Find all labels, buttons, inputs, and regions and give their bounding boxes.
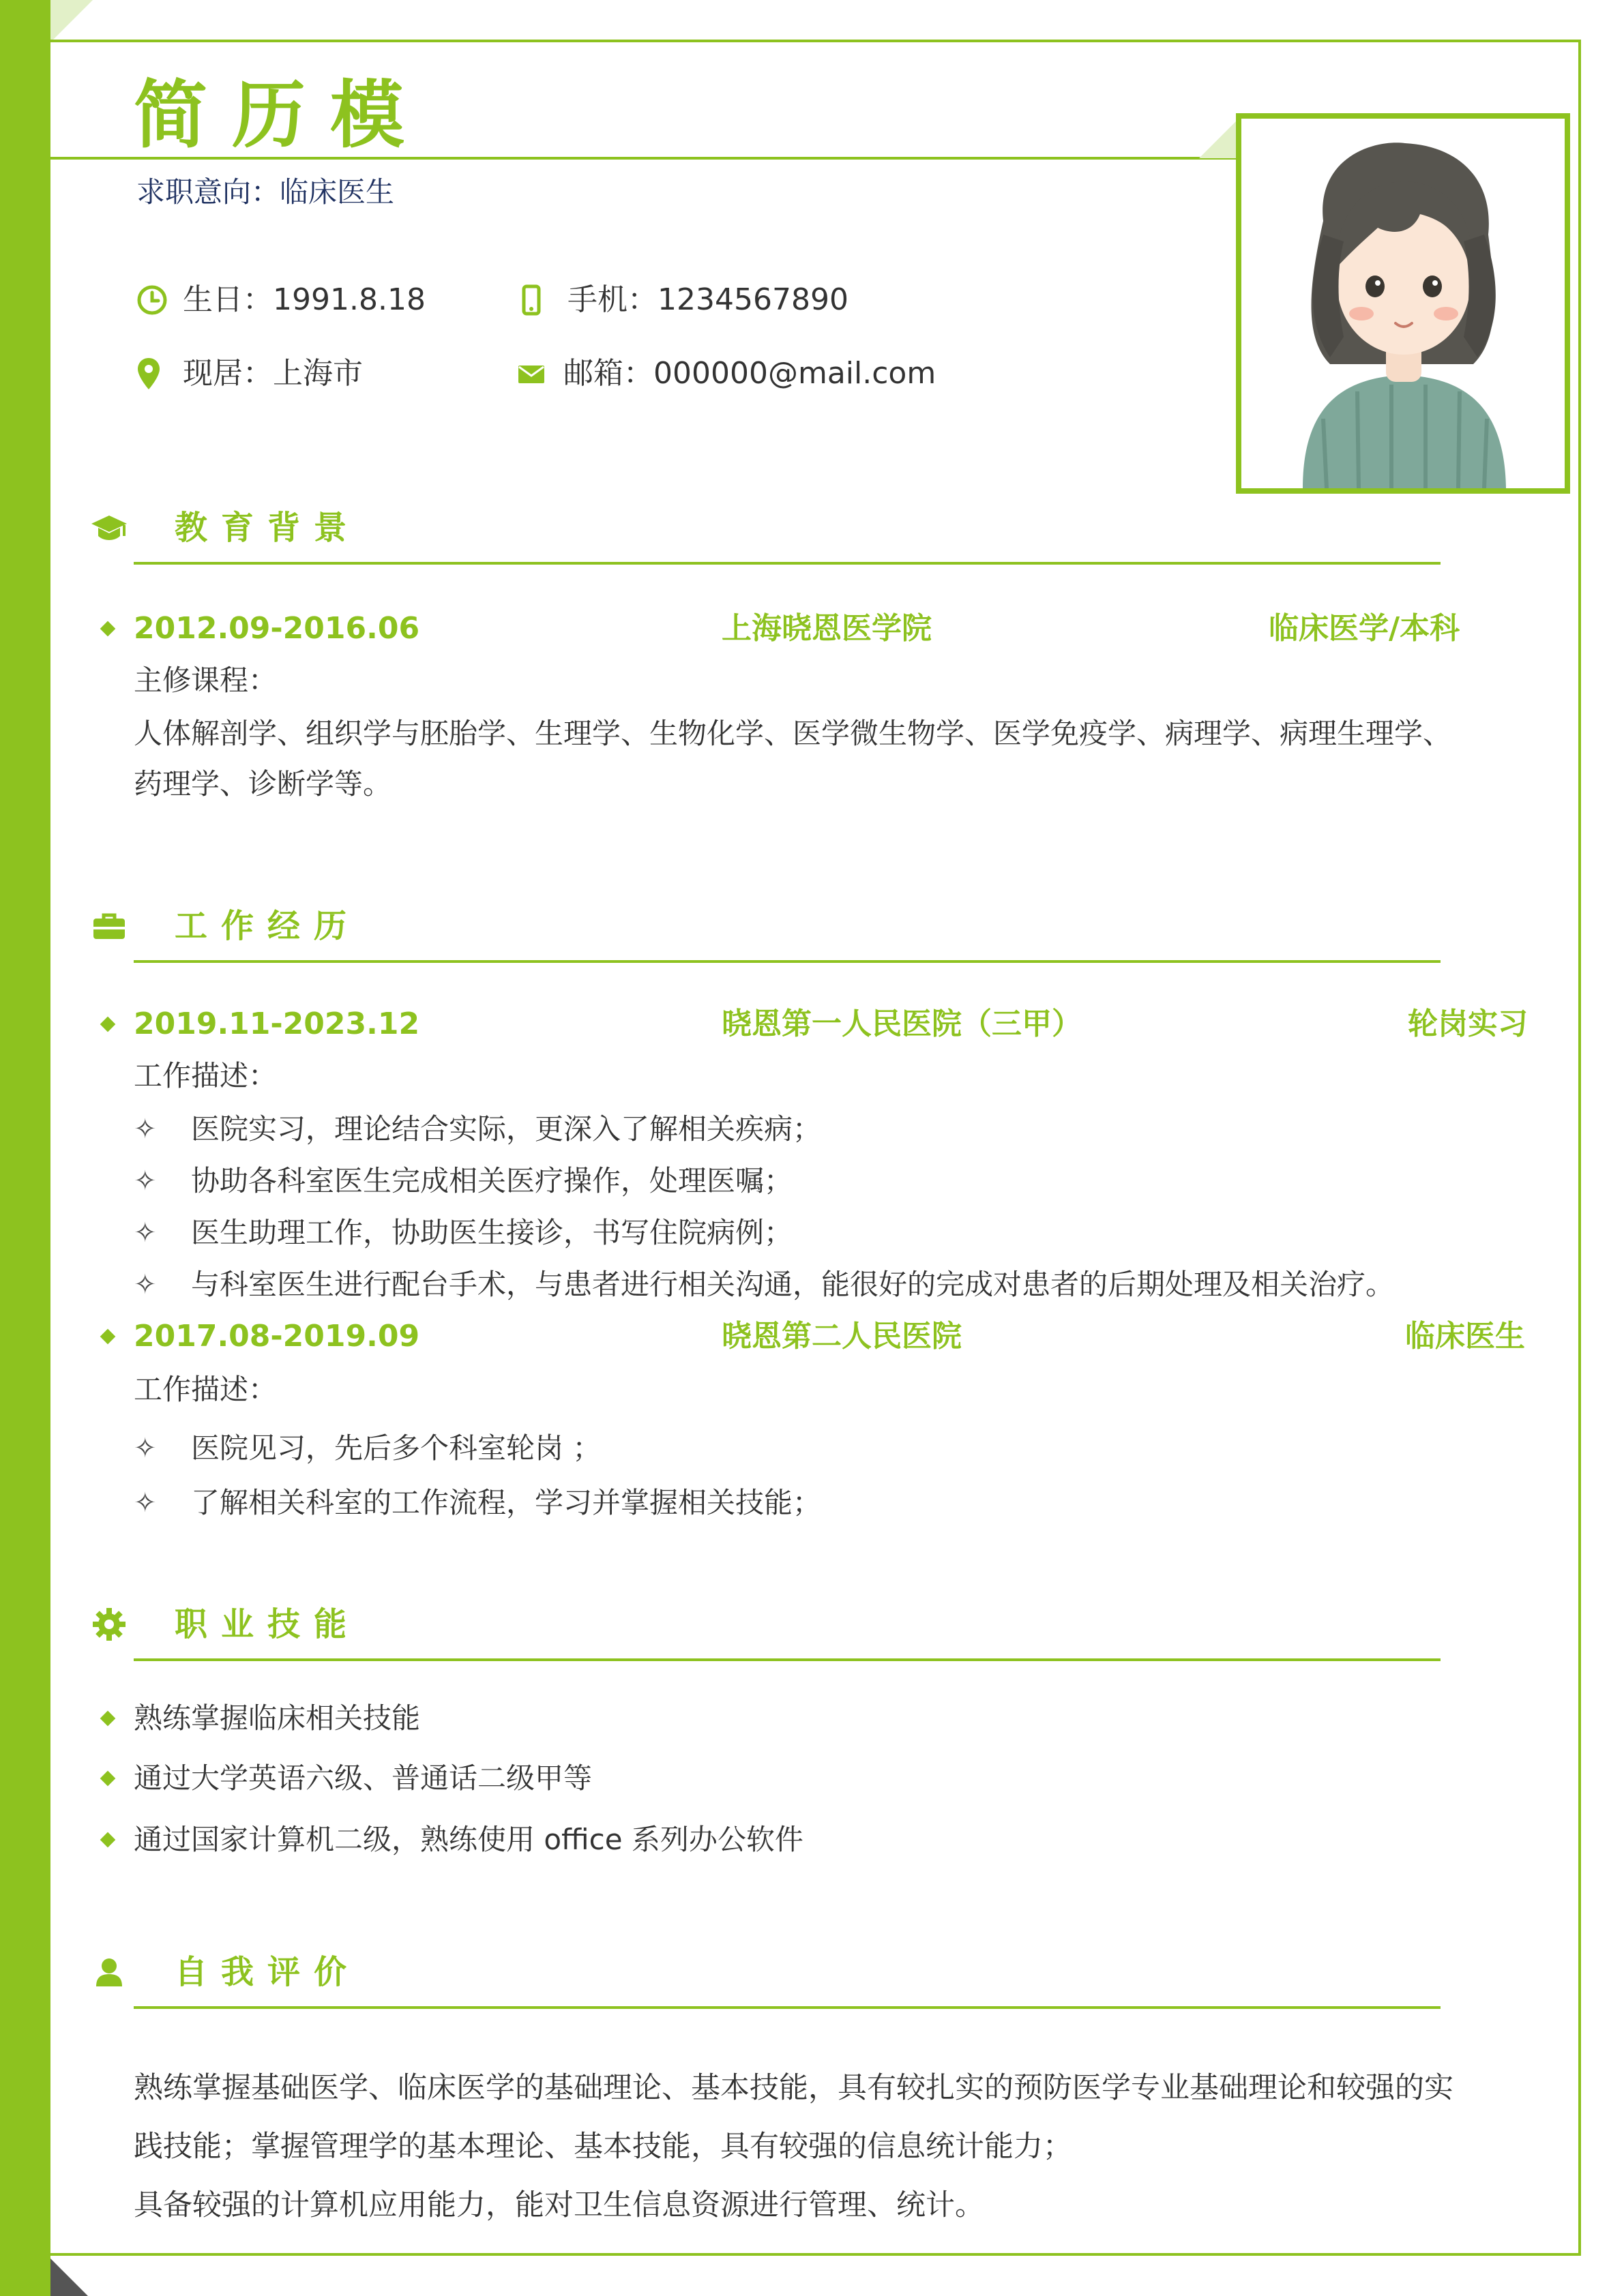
graduation-cap-icon bbox=[89, 507, 130, 548]
residence-row bbox=[136, 353, 363, 394]
clock-icon bbox=[136, 280, 175, 320]
star-bullet-icon: ✧ bbox=[134, 1114, 157, 1145]
resume-title: 简历模 bbox=[134, 73, 429, 158]
phone-row bbox=[521, 280, 848, 320]
education-school: 上海晓恩医学院 bbox=[722, 611, 932, 646]
skills-section-title: 职业技能 bbox=[175, 1605, 361, 1643]
work-organization: 晓恩第二人民医院 bbox=[722, 1319, 962, 1354]
courses-line: 人体解剖学、组织学与胚胎学、生理学、生物化学、医学微生物学、医学免疫学、病理学、病理生理学、 bbox=[134, 717, 1452, 750]
evaluation-line: 具备较强的计算机应用能力，能对卫生信息资源进行管理、统计。 bbox=[134, 2188, 984, 2222]
corner-fold-bottom bbox=[50, 2258, 88, 2296]
work-description-item: 医院实习，理论结合实际，更深入了解相关疾病； bbox=[191, 1112, 822, 1146]
star-bullet-icon: ✧ bbox=[134, 1269, 157, 1300]
star-bullet-icon: ✧ bbox=[134, 1433, 157, 1464]
work-section-title: 工作经历 bbox=[175, 907, 361, 945]
skills-divider bbox=[134, 1658, 1441, 1661]
email-value[interactable]: 000000@mail.com bbox=[653, 356, 936, 391]
corner-fold-top bbox=[50, 0, 93, 42]
skill-item: 通过国家计算机二级，熟练使用 office 系列办公软件 bbox=[134, 1823, 803, 1856]
education-section-title: 教育背景 bbox=[175, 509, 361, 547]
residence-value: 上海市 bbox=[273, 356, 363, 391]
work-description-label: 工作描述： bbox=[134, 1373, 278, 1406]
phone-label: 手机： bbox=[567, 282, 658, 317]
courses-label: 主修课程： bbox=[134, 664, 278, 697]
birthday-row bbox=[136, 280, 426, 320]
education-major: 临床医学/本科 bbox=[1269, 611, 1460, 646]
phone-value[interactable]: 1234567890 bbox=[658, 282, 848, 317]
education-date: 2012.09-2016.06 bbox=[134, 611, 420, 646]
work-organization: 晓恩第一人民医院（三甲） bbox=[722, 1007, 1082, 1041]
evaluation-line: 熟练掌握基础医学、临床医学的基础理论、基本技能，具有较扎实的预防医学专业基础理论和较强的实 bbox=[134, 2071, 1453, 2105]
birthday-value: 1991.8.18 bbox=[273, 282, 426, 317]
star-bullet-icon: ✧ bbox=[134, 1487, 157, 1519]
education-divider bbox=[134, 562, 1441, 565]
skill-item: 熟练掌握临床相关技能 bbox=[134, 1701, 421, 1735]
profile-photo bbox=[1236, 113, 1570, 494]
user-icon bbox=[89, 1952, 130, 1993]
work-description-item: 协助各科室医生完成相关医疗操作，处理医嘱； bbox=[191, 1164, 793, 1197]
work-description-item: 与科室医生进行配台手术，与患者进行相关沟通，能很好的完成对患者的后期处理及相关治疗。 bbox=[191, 1268, 1395, 1301]
email-label: 邮箱： bbox=[563, 356, 653, 391]
briefcase-icon bbox=[89, 906, 130, 946]
job-intent-label: 求职意向： bbox=[136, 175, 280, 209]
evaluation-divider bbox=[134, 2006, 1441, 2009]
work-description-item: 医院见习，先后多个科室轮岗 ； bbox=[191, 1431, 602, 1465]
work-date: 2019.11-2023.12 bbox=[134, 1007, 420, 1041]
evaluation-section-title: 自我评价 bbox=[175, 1953, 361, 1991]
work-description-label: 工作描述： bbox=[134, 1059, 278, 1092]
job-intent-value: 临床医生 bbox=[280, 175, 395, 209]
email-row bbox=[517, 353, 936, 394]
residence-label: 现居： bbox=[183, 356, 273, 391]
work-description-item: 医生助理工作，协助医生接诊，书写住院病例； bbox=[191, 1216, 793, 1249]
gear-icon bbox=[89, 1604, 130, 1645]
work-date: 2017.08-2019.09 bbox=[134, 1319, 420, 1354]
star-bullet-icon: ✧ bbox=[134, 1165, 157, 1197]
header-fold bbox=[1199, 120, 1237, 158]
left-accent-bar bbox=[0, 0, 50, 2296]
work-role: 轮岗实习 bbox=[1408, 1007, 1528, 1041]
star-bullet-icon: ✧ bbox=[134, 1217, 157, 1249]
skill-item: 通过大学英语六级、普通话二级甲等 bbox=[134, 1761, 593, 1795]
evaluation-line: 践技能；掌握管理学的基本理论、基本技能，具有较强的信息统计能力； bbox=[134, 2130, 1072, 2164]
mobile-phone-icon bbox=[521, 280, 559, 320]
work-description-item: 了解相关科室的工作流程，学习并掌握相关技能； bbox=[191, 1486, 822, 1519]
work-role: 临床医生 bbox=[1405, 1319, 1525, 1354]
courses-line: 药理学、诊断学等。 bbox=[134, 767, 392, 801]
envelope-icon bbox=[517, 353, 555, 394]
location-pin-icon bbox=[136, 353, 175, 394]
work-divider bbox=[134, 960, 1441, 963]
job-intent bbox=[136, 173, 394, 211]
birthday-label: 生日： bbox=[183, 282, 273, 317]
